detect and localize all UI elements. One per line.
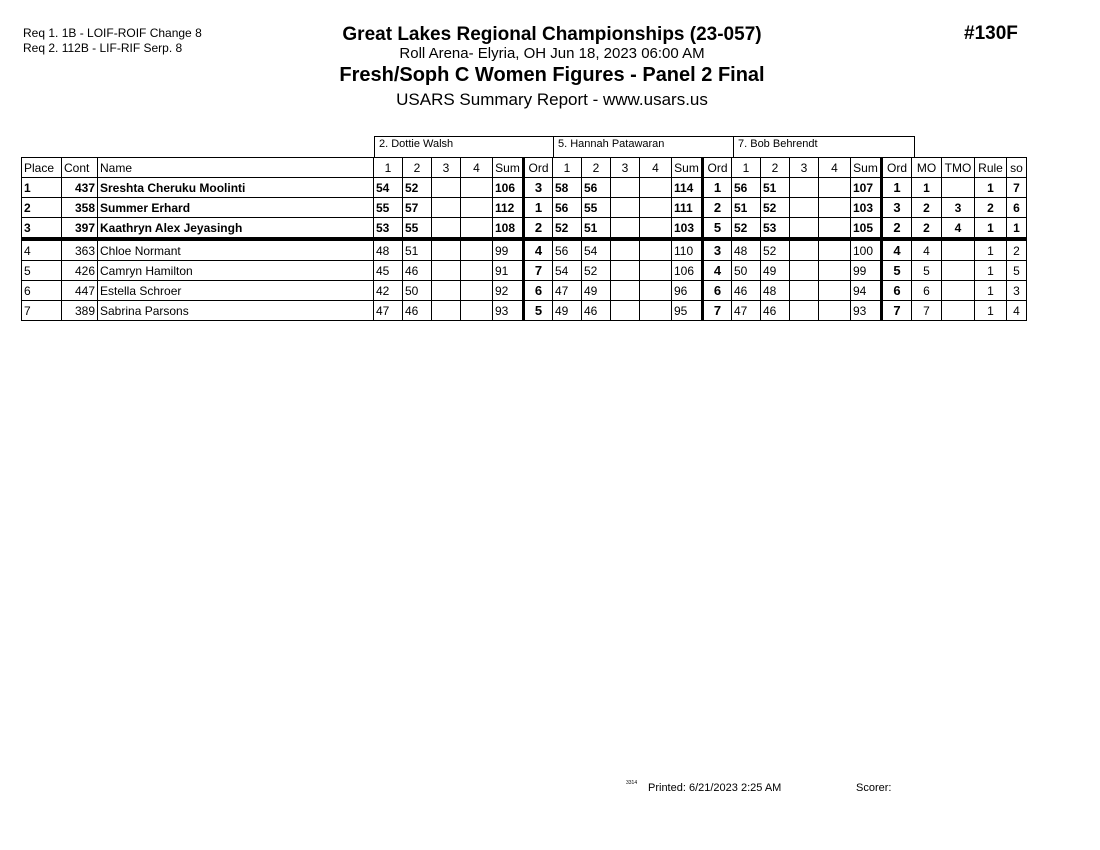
table-row: [22, 218, 1027, 240]
judge-2-score-3-cell: [611, 178, 640, 198]
judge-1-ord-cell: 3: [524, 178, 553, 198]
col-j1-s1: 1: [374, 158, 403, 178]
judge-header-1: 2. Dottie Walsh: [374, 136, 554, 157]
tmo-cell: [942, 239, 975, 261]
table-row: [22, 261, 1027, 281]
judge-3-score-4-cell: [819, 301, 851, 321]
judge-3-score-4-cell: [819, 198, 851, 218]
judge-1-sum-cell: 106: [493, 178, 524, 198]
judge-1-score-4-cell: [461, 239, 493, 261]
judge-2-sum-cell: 110: [672, 239, 703, 261]
judge-3-score-3-cell: [790, 239, 819, 261]
judge-3-ord-cell: 1: [882, 178, 912, 198]
judge-3-score-3-cell: [790, 301, 819, 321]
cont-cell: 437: [62, 178, 98, 198]
judge-3-score-3-cell: [790, 261, 819, 281]
judge-1-score-3-cell: [432, 218, 461, 240]
place-cell: 5: [22, 261, 62, 281]
judge-2-score-3-cell: [611, 198, 640, 218]
col-tmo: TMO: [942, 158, 975, 178]
place-cell: 7: [22, 301, 62, 321]
col-j1-sum: Sum: [493, 158, 524, 178]
rule-cell: 1: [975, 301, 1007, 321]
judge-3-score-3-cell: [790, 198, 819, 218]
judge-3-ord-cell: 6: [882, 281, 912, 301]
judge-3-sum-cell: 93: [851, 301, 882, 321]
rule-cell: 1: [975, 239, 1007, 261]
place-cell: 3: [22, 218, 62, 240]
judge-3-score-4-cell: [819, 178, 851, 198]
judge-1-score-3-cell: [432, 301, 461, 321]
judge-2-ord-cell: 5: [703, 218, 732, 240]
mo-cell: 2: [912, 218, 942, 240]
judge-1-sum-cell: 112: [493, 198, 524, 218]
judge-1-score-2-cell: 50: [403, 281, 432, 301]
judge-3-ord-cell: 2: [882, 218, 912, 240]
col-j3-ord: Ord: [882, 158, 912, 178]
name-cell: Sabrina Parsons: [98, 301, 374, 321]
judge-2-sum-cell: 111: [672, 198, 703, 218]
judge-1-score-1-cell: 47: [374, 301, 403, 321]
name-cell: Summer Erhard: [98, 198, 374, 218]
competition-title: Great Lakes Regional Championships (23-057): [342, 24, 762, 45]
judge-1-ord-cell: 4: [524, 239, 553, 261]
judge-3-score-2-cell: 52: [761, 198, 790, 218]
judge-3-ord-cell: 4: [882, 239, 912, 261]
judge-3-score-1-cell: 46: [732, 281, 761, 301]
judge-2-score-2-cell: 51: [582, 218, 611, 240]
judge-2-score-1-cell: 56: [553, 239, 582, 261]
col-j2-ord: Ord: [703, 158, 732, 178]
col-j1-ord: Ord: [524, 158, 553, 178]
cont-cell: 447: [62, 281, 98, 301]
judge-3-sum-cell: 105: [851, 218, 882, 240]
name-cell: Chloe Normant: [98, 239, 374, 261]
requirement-2: Req 2. 112B - LIF-RIF Serp. 8: [23, 41, 183, 55]
judge-1-ord-cell: 5: [524, 301, 553, 321]
col-j3-s3: 3: [790, 158, 819, 178]
judge-2-ord-cell: 4: [703, 261, 732, 281]
judge-3-score-4-cell: [819, 239, 851, 261]
judge-2-score-1-cell: 58: [553, 178, 582, 198]
report-title: USARS Summary Report - www.usars.us: [396, 90, 708, 109]
judge-2-score-3-cell: [611, 281, 640, 301]
judge-1-score-2-cell: 46: [403, 301, 432, 321]
col-name: Name: [98, 158, 374, 178]
judge-1-score-2-cell: 57: [403, 198, 432, 218]
judge-header-3: 7. Bob Behrendt: [734, 136, 915, 157]
judge-2-score-2-cell: 46: [582, 301, 611, 321]
judge-2-score-4-cell: [640, 281, 672, 301]
place-cell: 6: [22, 281, 62, 301]
judge-1-score-2-cell: 46: [403, 261, 432, 281]
judge-1-score-1-cell: 53: [374, 218, 403, 240]
table-row: [22, 178, 1027, 198]
judge-1-score-3-cell: [432, 239, 461, 261]
name-cell: Kaathryn Alex Jeyasingh: [98, 218, 374, 240]
so-cell: 5: [1007, 261, 1027, 281]
tmo-cell: [942, 301, 975, 321]
judge-2-ord-cell: 7: [703, 301, 732, 321]
judge-1-score-4-cell: [461, 301, 493, 321]
judge-1-score-3-cell: [432, 281, 461, 301]
judge-2-score-3-cell: [611, 218, 640, 240]
col-j1-s4: 4: [461, 158, 493, 178]
judge-1-sum-cell: 99: [493, 239, 524, 261]
judge-2-score-3-cell: [611, 239, 640, 261]
judge-2-ord-cell: 3: [703, 239, 732, 261]
judge-3-ord-cell: 5: [882, 261, 912, 281]
judge-3-score-4-cell: [819, 218, 851, 240]
judge-2-ord-cell: 2: [703, 198, 732, 218]
mo-cell: 2: [912, 198, 942, 218]
judge-1-score-4-cell: [461, 198, 493, 218]
table-row: [22, 281, 1027, 301]
judge-2-score-3-cell: [611, 261, 640, 281]
judge-2-score-1-cell: 52: [553, 218, 582, 240]
col-j2-s1: 1: [553, 158, 582, 178]
name-cell: Camryn Hamilton: [98, 261, 374, 281]
judge-1-score-1-cell: 54: [374, 178, 403, 198]
judge-3-score-2-cell: 53: [761, 218, 790, 240]
judge-1-ord-cell: 7: [524, 261, 553, 281]
cont-cell: 358: [62, 198, 98, 218]
judge-1-sum-cell: 93: [493, 301, 524, 321]
so-cell: 7: [1007, 178, 1027, 198]
col-cont: Cont: [62, 158, 98, 178]
judge-1-score-1-cell: 45: [374, 261, 403, 281]
rule-cell: 1: [975, 178, 1007, 198]
table-row: [22, 198, 1027, 218]
col-mo: MO: [912, 158, 942, 178]
judge-3-sum-cell: 94: [851, 281, 882, 301]
judge-2-score-1-cell: 56: [553, 198, 582, 218]
judge-1-sum-cell: 92: [493, 281, 524, 301]
judge-3-score-3-cell: [790, 281, 819, 301]
col-j1-s3: 3: [432, 158, 461, 178]
judge-3-score-1-cell: 47: [732, 301, 761, 321]
judge-3-sum-cell: 99: [851, 261, 882, 281]
judge-1-score-1-cell: 42: [374, 281, 403, 301]
name-cell: Estella Schroer: [98, 281, 374, 301]
judge-3-score-4-cell: [819, 261, 851, 281]
judge-1-ord-cell: 2: [524, 218, 553, 240]
judge-1-score-4-cell: [461, 261, 493, 281]
judge-header-2: 5. Hannah Patawaran: [554, 136, 734, 157]
cont-cell: 363: [62, 239, 98, 261]
judge-3-score-2-cell: 46: [761, 301, 790, 321]
judge-2-sum-cell: 96: [672, 281, 703, 301]
results-table: [21, 157, 1027, 321]
place-cell: 1: [22, 178, 62, 198]
page-mark: 3314: [626, 780, 638, 786]
rule-cell: 1: [975, 218, 1007, 240]
judge-1-score-3-cell: [432, 261, 461, 281]
col-j2-sum: Sum: [672, 158, 703, 178]
so-cell: 4: [1007, 301, 1027, 321]
mo-cell: 4: [912, 239, 942, 261]
judge-2-score-2-cell: 55: [582, 198, 611, 218]
judge-3-score-2-cell: 48: [761, 281, 790, 301]
judge-3-score-3-cell: [790, 178, 819, 198]
judge-2-score-1-cell: 49: [553, 301, 582, 321]
rule-cell: 1: [975, 281, 1007, 301]
col-j2-s2: 2: [582, 158, 611, 178]
mo-cell: 1: [912, 178, 942, 198]
table-header-row: [22, 158, 1027, 178]
judge-3-score-4-cell: [819, 281, 851, 301]
so-cell: 3: [1007, 281, 1027, 301]
judge-2-sum-cell: 103: [672, 218, 703, 240]
printed-timestamp: Printed: 6/21/2023 2:25 AM: [648, 782, 782, 794]
judge-2-score-2-cell: 56: [582, 178, 611, 198]
judge-3-score-1-cell: 51: [732, 198, 761, 218]
judge-1-ord-cell: 1: [524, 198, 553, 218]
judge-2-score-4-cell: [640, 301, 672, 321]
tmo-cell: 4: [942, 218, 975, 240]
col-j1-s2: 2: [403, 158, 432, 178]
judge-3-score-2-cell: 52: [761, 239, 790, 261]
tmo-cell: 3: [942, 198, 975, 218]
judge-2-score-2-cell: 52: [582, 261, 611, 281]
col-j2-s3: 3: [611, 158, 640, 178]
judge-3-sum-cell: 103: [851, 198, 882, 218]
col-place: Place: [22, 158, 62, 178]
mo-cell: 6: [912, 281, 942, 301]
judge-2-score-4-cell: [640, 218, 672, 240]
judge-2-ord-cell: 1: [703, 178, 732, 198]
event-title: Fresh/Soph C Women Figures - Panel 2 Final: [339, 64, 765, 86]
judge-3-score-2-cell: 49: [761, 261, 790, 281]
judge-1-score-2-cell: 52: [403, 178, 432, 198]
so-cell: 1: [1007, 218, 1027, 240]
col-j3-s2: 2: [761, 158, 790, 178]
tmo-cell: [942, 281, 975, 301]
mo-cell: 5: [912, 261, 942, 281]
judge-2-sum-cell: 114: [672, 178, 703, 198]
judge-1-score-2-cell: 55: [403, 218, 432, 240]
so-cell: 2: [1007, 239, 1027, 261]
judge-2-sum-cell: 106: [672, 261, 703, 281]
requirement-1: Req 1. 1B - LOIF-ROIF Change 8: [23, 26, 202, 40]
rule-cell: 1: [975, 261, 1007, 281]
judge-1-sum-cell: 91: [493, 261, 524, 281]
table-row: [22, 301, 1027, 321]
judge-1-score-4-cell: [461, 281, 493, 301]
col-j2-s4: 4: [640, 158, 672, 178]
judge-1-score-4-cell: [461, 178, 493, 198]
judge-3-ord-cell: 3: [882, 198, 912, 218]
judge-1-score-1-cell: 55: [374, 198, 403, 218]
judge-1-score-4-cell: [461, 218, 493, 240]
judge-3-ord-cell: 7: [882, 301, 912, 321]
judge-2-ord-cell: 6: [703, 281, 732, 301]
tmo-cell: [942, 261, 975, 281]
col-j3-s4: 4: [819, 158, 851, 178]
cont-cell: 389: [62, 301, 98, 321]
judge-2-score-4-cell: [640, 198, 672, 218]
judge-2-score-1-cell: 47: [553, 281, 582, 301]
judge-1-sum-cell: 108: [493, 218, 524, 240]
judge-1-score-3-cell: [432, 198, 461, 218]
cont-cell: 397: [62, 218, 98, 240]
judge-1-ord-cell: 6: [524, 281, 553, 301]
name-cell: Sreshta Cheruku Moolinti: [98, 178, 374, 198]
judge-3-sum-cell: 107: [851, 178, 882, 198]
tmo-cell: [942, 178, 975, 198]
cont-cell: 426: [62, 261, 98, 281]
judge-3-score-2-cell: 51: [761, 178, 790, 198]
judge-3-score-1-cell: 48: [732, 239, 761, 261]
col-j3-sum: Sum: [851, 158, 882, 178]
judge-2-score-4-cell: [640, 261, 672, 281]
judge-2-score-1-cell: 54: [553, 261, 582, 281]
judge-3-score-1-cell: 52: [732, 218, 761, 240]
rule-cell: 2: [975, 198, 1007, 218]
judge-3-sum-cell: 100: [851, 239, 882, 261]
table-row: [22, 239, 1027, 261]
col-rule: Rule: [975, 158, 1007, 178]
judge-2-score-4-cell: [640, 239, 672, 261]
judge-3-score-1-cell: 50: [732, 261, 761, 281]
judge-2-score-4-cell: [640, 178, 672, 198]
judge-3-score-1-cell: 56: [732, 178, 761, 198]
judge-2-sum-cell: 95: [672, 301, 703, 321]
judge-1-score-3-cell: [432, 178, 461, 198]
col-so: so: [1007, 158, 1027, 178]
scorer-label: Scorer:: [856, 782, 892, 794]
judge-2-score-2-cell: 49: [582, 281, 611, 301]
venue-date: Roll Arena- Elyria, OH Jun 18, 2023 06:00 AM: [399, 45, 705, 62]
judge-3-score-3-cell: [790, 218, 819, 240]
col-j3-s1: 1: [732, 158, 761, 178]
mo-cell: 7: [912, 301, 942, 321]
so-cell: 6: [1007, 198, 1027, 218]
place-cell: 4: [22, 239, 62, 261]
judge-2-score-3-cell: [611, 301, 640, 321]
judge-2-score-2-cell: 54: [582, 239, 611, 261]
event-number: #130F: [964, 23, 1018, 44]
place-cell: 2: [22, 198, 62, 218]
judge-1-score-2-cell: 51: [403, 239, 432, 261]
judge-1-score-1-cell: 48: [374, 239, 403, 261]
